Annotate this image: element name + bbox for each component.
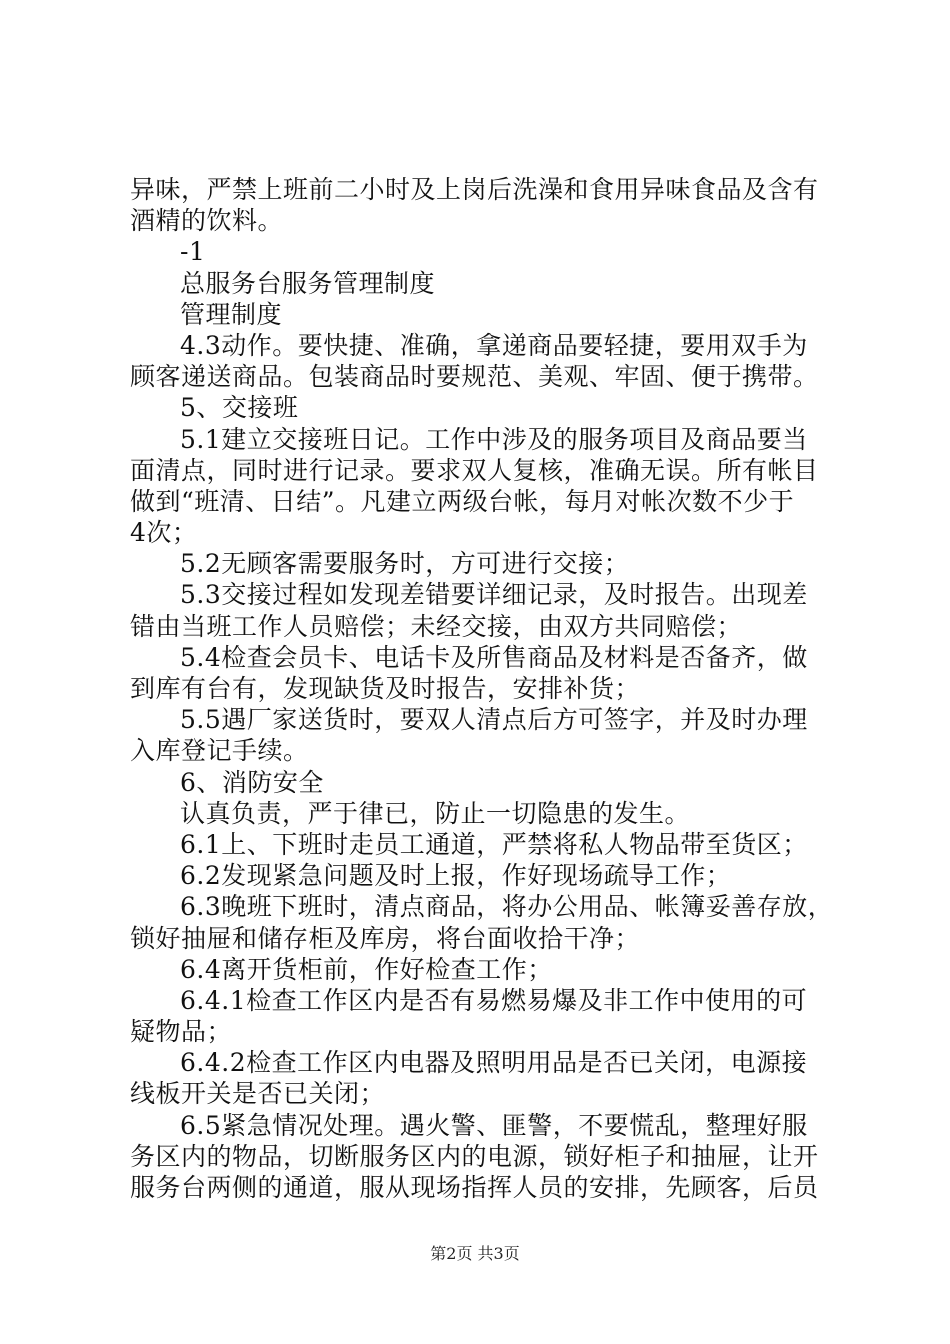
text-line: 酒精的饮料。 (130, 206, 284, 236)
document-body (130, 174, 834, 1203)
page-footer: 第2页 共3页 (430, 1244, 520, 1263)
text-line: 认真负责，严于律已，防止一切隐患的发生。 (180, 798, 691, 828)
text-line: 5、交接班 (180, 393, 299, 423)
text-line: 线板开关是否已关闭； (130, 1079, 386, 1109)
text-line: 6.4.2检查工作区内电器及照明用品是否已关闭，电源接 (180, 1048, 808, 1078)
text-line: 5.4检查会员卡、电话卡及所售商品及材料是否备齐，做 (180, 642, 808, 672)
text-line: 4次； (130, 518, 198, 548)
text-line: -1 (180, 237, 206, 267)
text-line: 做到“班清、日结”。凡建立两级台帐，每月对帐次数不少于 (130, 486, 795, 516)
text-line: 5.3交接过程如发现差错要详细记录，及时报告。出现差 (180, 580, 808, 610)
text-line: 疑物品； (130, 1017, 233, 1047)
text-line: 6.4离开货柜前，作好检查工作； (180, 954, 553, 984)
text-line: 6.4.1检查工作区内是否有易燃易爆及非工作中使用的可 (180, 985, 808, 1015)
text-line: 面清点，同时进行记录。要求双人复核，准确无误。所有帐目 (130, 455, 819, 485)
text-line: 到库有台有，发现缺货及时报告，安排补货； (130, 674, 641, 703)
text-line: 入库登记手续。 (130, 736, 309, 766)
text-line: 6、消防安全 (180, 767, 324, 797)
text-line: 5.5遇厂家送货时，要双人清点后方可签字，并及时办理 (180, 705, 808, 735)
text-line: 6.1上、下班时走员工通道，严禁将私人物品带至货区； (180, 829, 808, 859)
text-line: 5.2无顾客需要服务时，方可进行交接； (180, 549, 630, 579)
text-line: 总服务台服务管理制度 (180, 268, 436, 298)
text-line: 锁好抽屉和储存柜及库房，将台面收拾干净； (130, 923, 641, 953)
text-line: 务区内的物品，切断服务区内的电源，锁好柜子和抽屉，让开 (130, 1141, 819, 1171)
text-line: 6.2发现紧急问题及时上报，作好现场疏导工作； (180, 861, 732, 891)
text-line: 5.1建立交接班日记。工作中涉及的服务项目及商品要当 (180, 424, 808, 454)
text-line: 6.5紧急情况处理。遇火警、匪警，不要慌乱，整理好服 (180, 1110, 808, 1140)
text-line: 6.3晚班下班时，清点商品，将办公用品、帐簿妥善存放， (180, 892, 834, 922)
text-line: 错由当班工作人员赔偿；未经交接，由双方共同赔偿； (130, 611, 743, 641)
text-line: 异味，严禁上班前二小时及上岗后洗澡和食用异味食品及含有 (130, 175, 819, 204)
text-line: 顾客递送商品。包装商品时要规范、美观、牢固、便于携带。 (130, 362, 819, 392)
text-line: 服务台两侧的通道，服从现场指挥人员的安排，先顾客，后员 (130, 1173, 819, 1202)
text-line: 管理制度 (180, 299, 283, 329)
text-line: 4.3动作。要快捷、准确，拿递商品要轻捷，要用双手为 (180, 330, 808, 360)
